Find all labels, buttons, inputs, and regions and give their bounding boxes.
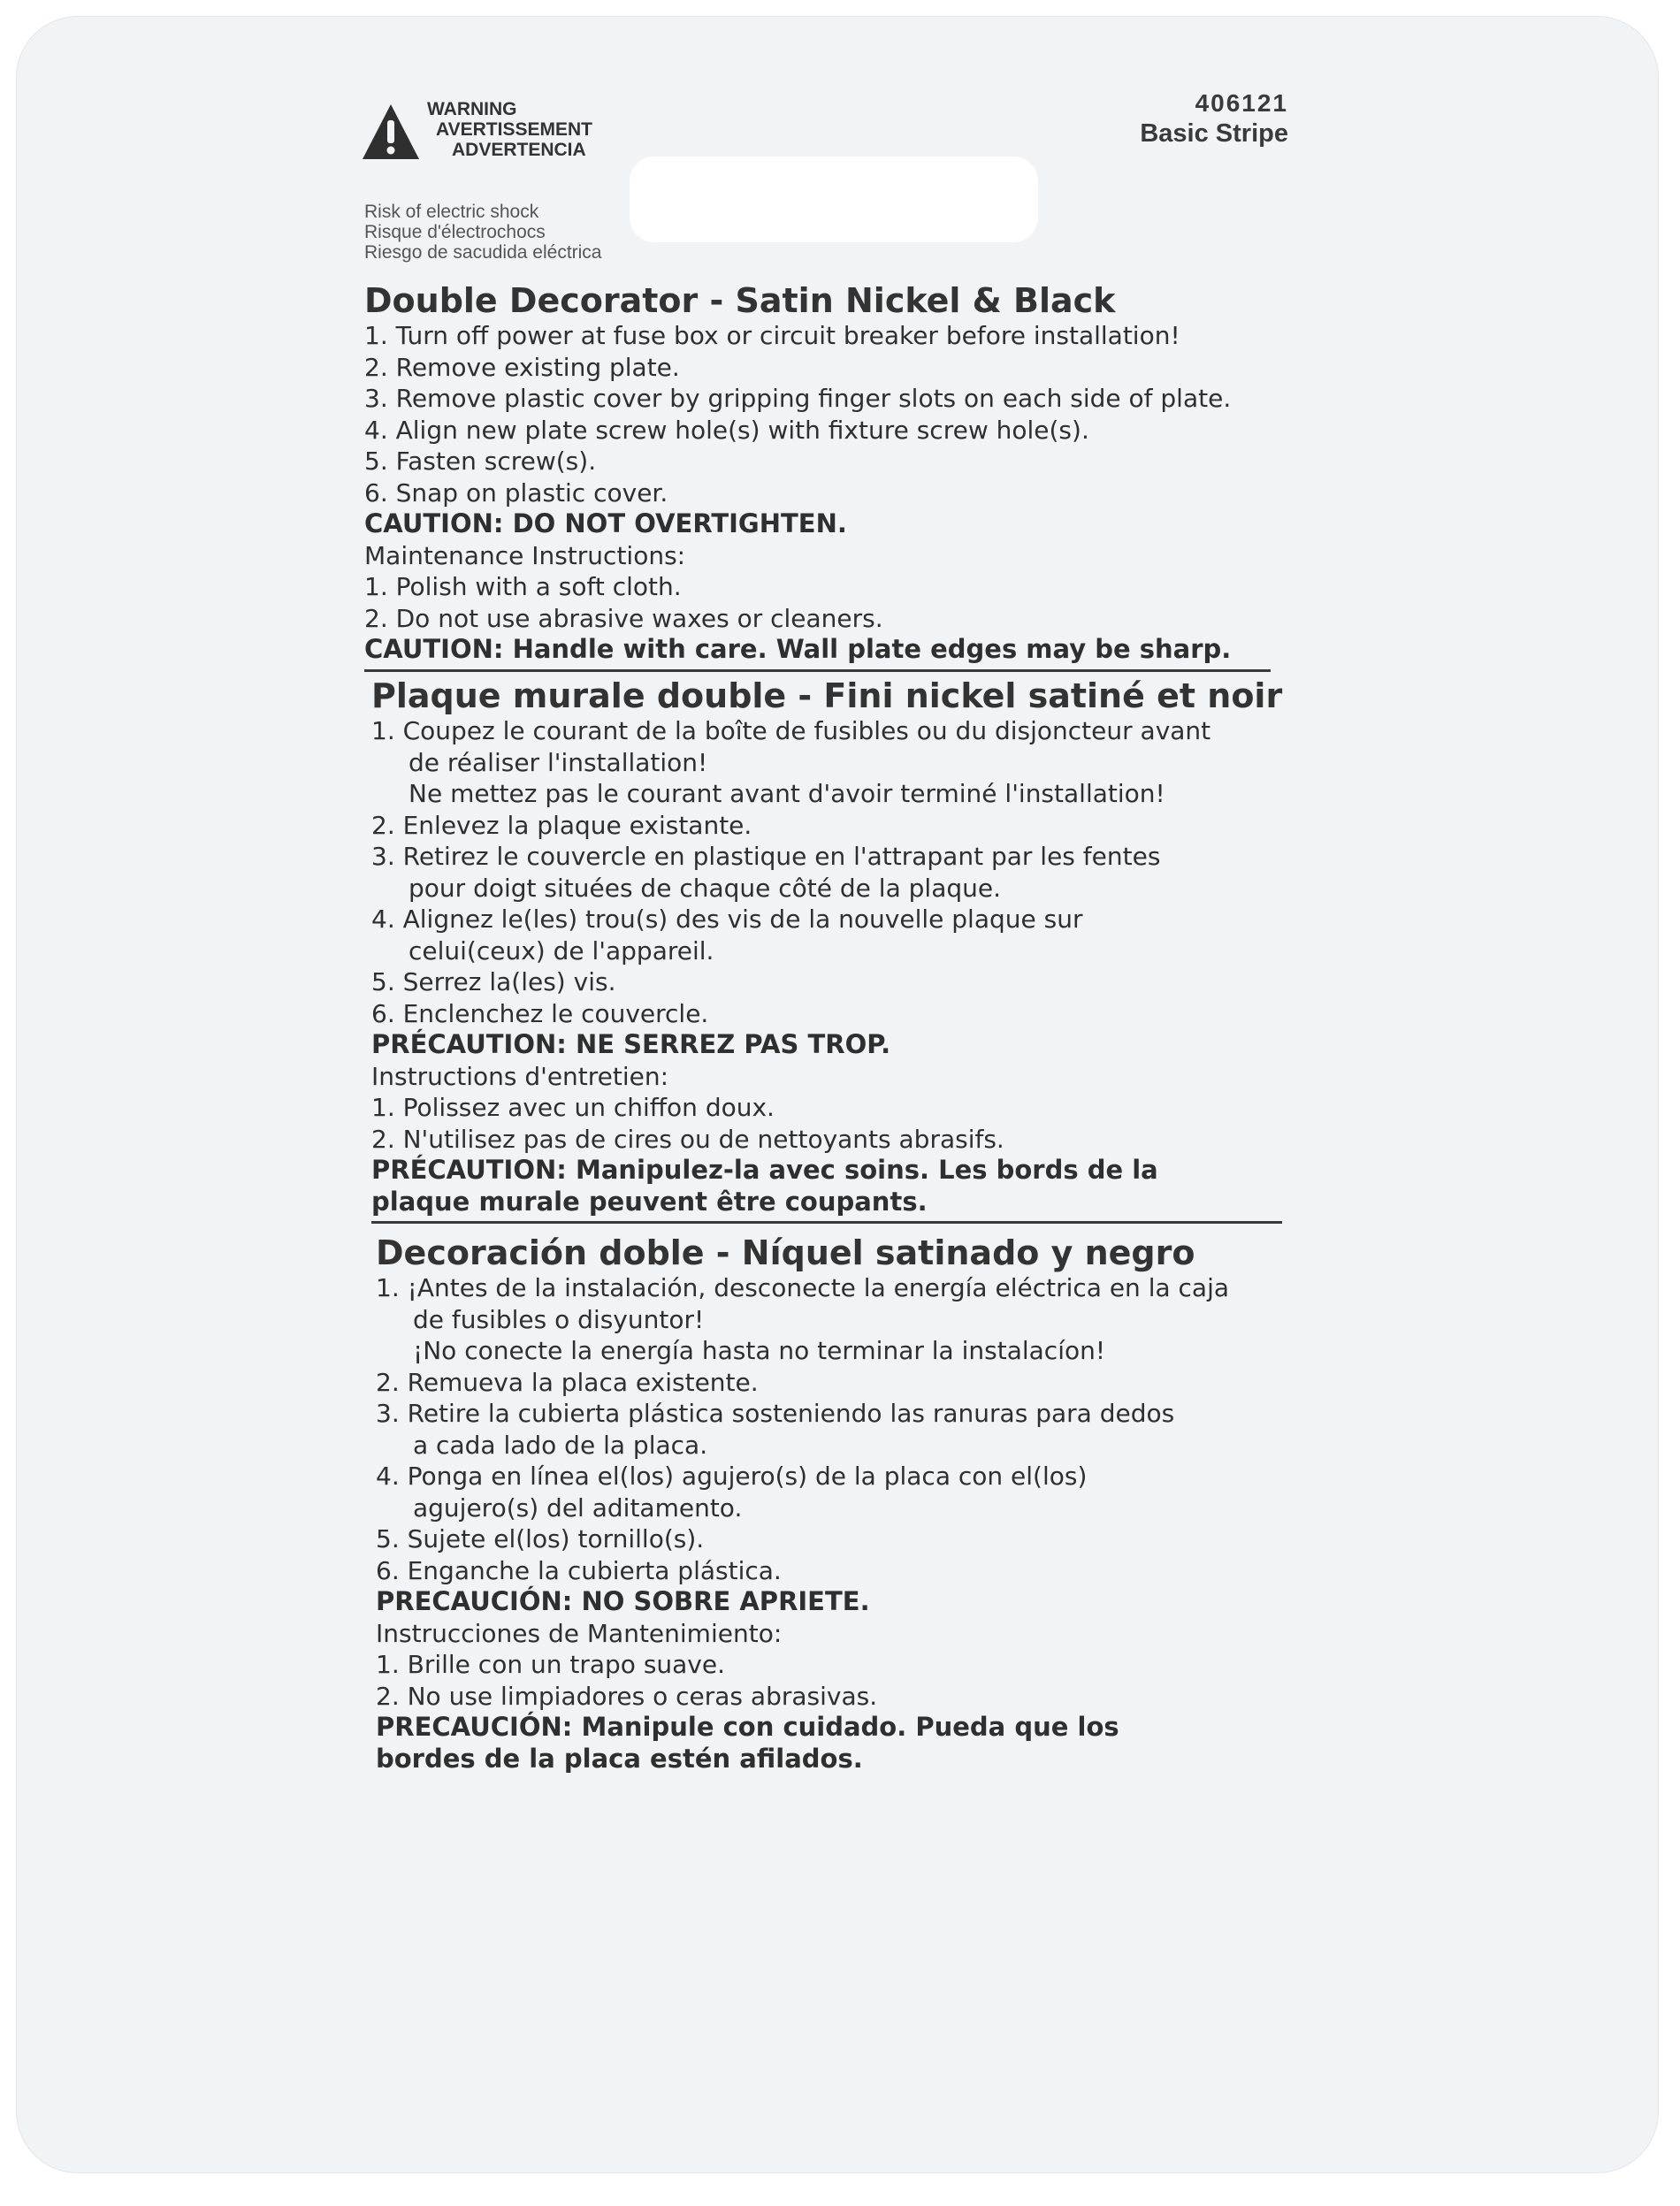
warning-es: ADVERTENCIA [452,140,586,160]
warning-triangle-icon [361,103,421,161]
instruction-line: a cada lado de la placa. [413,1430,708,1460]
warning-heading [427,99,592,160]
risk-es: Riesgo de sacudida eléctrica [364,242,602,263]
section-title: Plaque murale double - Fini nickel satiné et noir [371,676,1283,715]
instruction-line: 3. Remove plastic cover by gripping finger slots on each side of plate. [364,384,1232,413]
instruction-line: 1. Brille con un trapo suave. [376,1650,726,1679]
instruction-list [376,1272,1282,1775]
instruction-line: agujero(s) del aditamento. [413,1492,743,1523]
instruction-line: 2. N'utilisez pas de cires ou de nettoyants abrasifs. [371,1124,1004,1154]
subheading-text: Instrucciones de Mantenimiento: [376,1618,783,1648]
instruction-line: 1. Polish with a soft cloth. [364,572,682,601]
instruction-list [371,715,1282,1217]
instruction-line: de fusibles o disyuntor! [413,1304,705,1334]
instruction-line: 4. Alignez le(les) trou(s) des vis de la nouvelle plaque sur [371,905,1083,934]
instruction-line: 1. ¡Antes de la instalación, desconecte la energía eléctrica en la caja [376,1273,1230,1302]
product-name: Basic Stripe [1140,119,1288,148]
instruction-line: 2. Do not use abrasive waxes or cleaners. [364,603,883,633]
section-title: Double Decorator - Satin Nickel & Black [364,281,1116,320]
caution-text: CAUTION: Handle with care. Wall plate edges may be sharp. [364,634,1232,664]
section-french [371,676,1282,1224]
instruction-line: 1. Polissez avec un chiffon doux. [371,1093,775,1122]
risk-text [364,202,602,263]
instruction-line: 4. Ponga en línea el(los) agujero(s) de la placa con el(los) [376,1462,1088,1491]
instruction-line: de réaliser l'installation! [409,747,708,777]
section-english [364,281,1271,672]
instruction-line: 4. Align new plate screw hole(s) with fixture screw hole(s). [364,415,1089,445]
instruction-line: 2. Remueva la placa existente. [376,1367,759,1397]
instruction-line: 5. Sujete el(los) tornillo(s). [376,1524,705,1553]
subheading-text: Instructions d'entretien: [371,1061,669,1091]
risk-en: Risk of electric shock [364,202,539,222]
instruction-line: 2. Enlevez la plaque existante. [371,810,752,840]
instruction-line: ¡No conecte la energía hasta no terminar la instalacíon! [413,1336,1106,1365]
caution-text: PRECAUCIÓN: Manipule con cuidado. Pueda que los [376,1712,1119,1742]
instruction-line: celui(ceux) de l'appareil. [409,935,714,966]
instruction-line: 2. No use limpiadores o ceras abrasivas. [376,1681,878,1711]
caution-text: PRÉCAUTION: NE SERREZ PAS TROP. [371,1029,891,1059]
instruction-line: 1. Turn off power at fuse box or circuit breaker before installation! [364,321,1180,350]
instruction-line: 3. Retirez le couvercle en plastique en l'attrapant par les fentes [371,842,1161,871]
product-number: 406121 [1195,89,1288,117]
instruction-line: 1. Coupez le courant de la boîte de fusibles ou du disjoncteur avant [371,716,1211,745]
instruction-line: Ne mettez pas le courant avant d'avoir terminé l'installation! [409,779,1165,808]
warning-fr: AVERTISSEMENT [436,119,592,140]
product-info [1140,88,1288,149]
instruction-list [364,320,1271,666]
instruction-line: 2. Remove existing plate. [364,352,680,382]
caution-text: PRECAUCIÓN: NO SOBRE APRIETE. [376,1586,870,1616]
warning-en: WARNING [427,99,517,119]
hang-slot [630,156,1038,242]
risk-fr: Risque d'électrochocs [364,222,546,242]
section-title: Decoración doble - Níquel satinado y negro [376,1233,1195,1272]
instruction-line: 6. Enganche la cubierta plástica. [376,1555,782,1585]
caution-text: plaque murale peuvent être coupants. [371,1186,928,1217]
caution-text: bordes de la placa estén afilados. [376,1743,863,1774]
caution-text: PRÉCAUTION: Manipulez-la avec soins. Les bords de la [371,1155,1158,1185]
caution-text: CAUTION: DO NOT OVERTIGHTEN. [364,508,847,538]
instruction-line: 6. Snap on plastic cover. [364,477,668,508]
instruction-line: 6. Enclenchez le couvercle. [371,998,709,1028]
section-divider [371,1221,1282,1224]
instruction-line: pour doigt situées de chaque côté de la plaque. [409,873,1002,903]
instruction-line: 3. Retire la cubierta plástica sosteniendo las ranuras para dedos [376,1399,1175,1428]
instruction-line: 5. Serrez la(les) vis. [371,967,616,996]
instruction-line: 5. Fasten screw(s). [364,447,597,476]
section-spanish [376,1233,1282,1775]
section-divider [364,669,1271,672]
subheading-text: Maintenance Instructions: [364,540,686,570]
